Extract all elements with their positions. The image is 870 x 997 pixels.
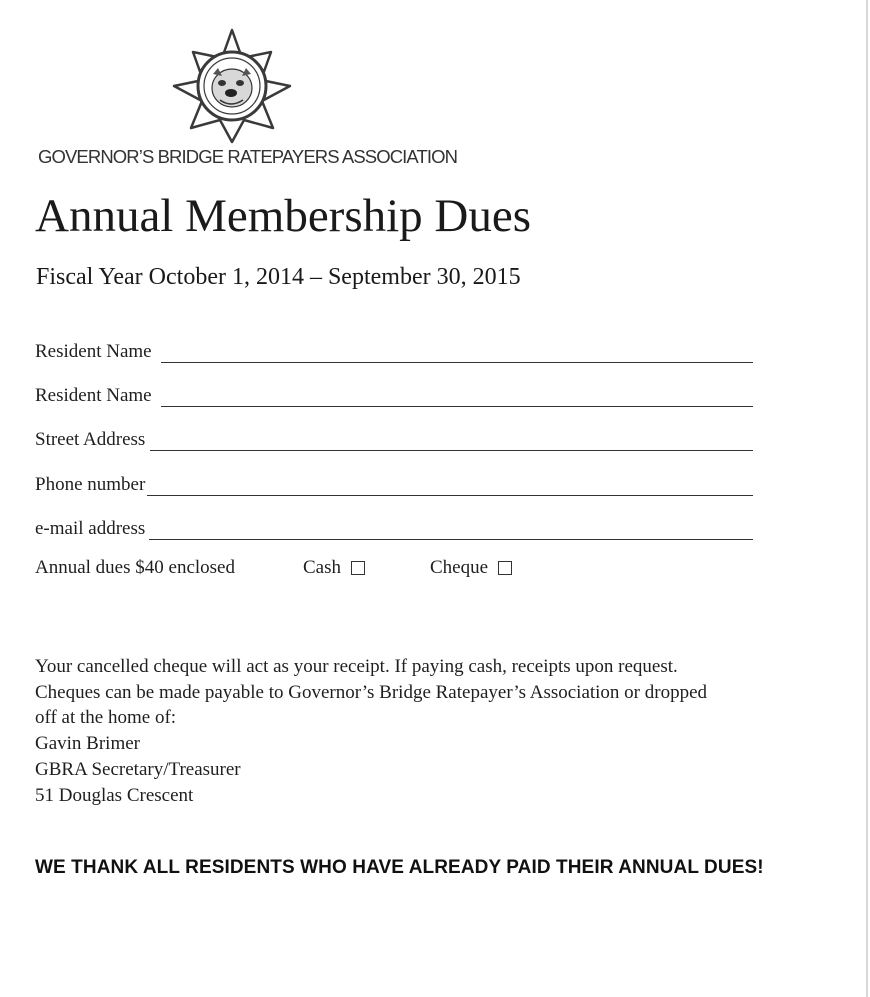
cheque-checkbox[interactable] <box>498 561 512 575</box>
resident-name-field-2 <box>35 381 753 407</box>
email-address-input[interactable] <box>149 517 753 540</box>
cash-checkbox[interactable] <box>351 561 365 575</box>
dues-amount-label: Annual dues $40 enclosed <box>35 557 235 578</box>
association-logo-icon <box>170 28 294 144</box>
email-address-field <box>35 514 753 540</box>
cheque-label: Cheque <box>430 557 489 578</box>
cash-label: Cash <box>303 557 341 578</box>
cash-option[interactable] <box>303 557 365 579</box>
field-label: Street Address <box>35 429 146 450</box>
phone-number-input[interactable] <box>147 473 753 496</box>
cheque-option[interactable] <box>430 557 512 579</box>
resident-name-input-2[interactable] <box>161 384 753 407</box>
info-line: Cheques can be made payable to Governor’s Bridge Ratepayer’s Association or dropped <box>35 681 708 703</box>
payment-instructions <box>35 654 755 808</box>
phone-number-field <box>35 470 753 496</box>
field-label: Phone number <box>35 474 146 495</box>
street-address-field <box>35 425 753 451</box>
info-line: Your cancelled cheque will act as your receipt. If paying cash, receipts upon request. <box>35 656 678 677</box>
thank-you-message: WE THANK ALL RESIDENTS WHO HAVE ALREADY PAID THEIR ANNUAL DUES! <box>35 857 764 878</box>
field-label: Resident Name <box>35 385 152 406</box>
field-label: Resident Name <box>35 341 152 362</box>
field-label: e-mail address <box>35 518 146 539</box>
contact-name: Gavin Brimer <box>35 733 141 755</box>
fiscal-year-subtitle: Fiscal Year October 1, 2014 – September 30, 2015 <box>36 264 521 290</box>
page-edge-rule <box>866 0 868 997</box>
info-line: off at the home of: <box>35 707 177 729</box>
association-name: GOVERNOR’S BRIDGE RATEPAYERS ASSOCIATION <box>38 146 458 167</box>
contact-address: 51 Douglas Crescent <box>35 784 194 806</box>
resident-name-field-1 <box>35 337 753 363</box>
resident-name-input-1[interactable] <box>161 340 753 363</box>
page-title: Annual Membership Dues <box>35 190 532 242</box>
street-address-input[interactable] <box>150 428 753 451</box>
contact-title: GBRA Secretary/Treasurer <box>35 758 241 780</box>
